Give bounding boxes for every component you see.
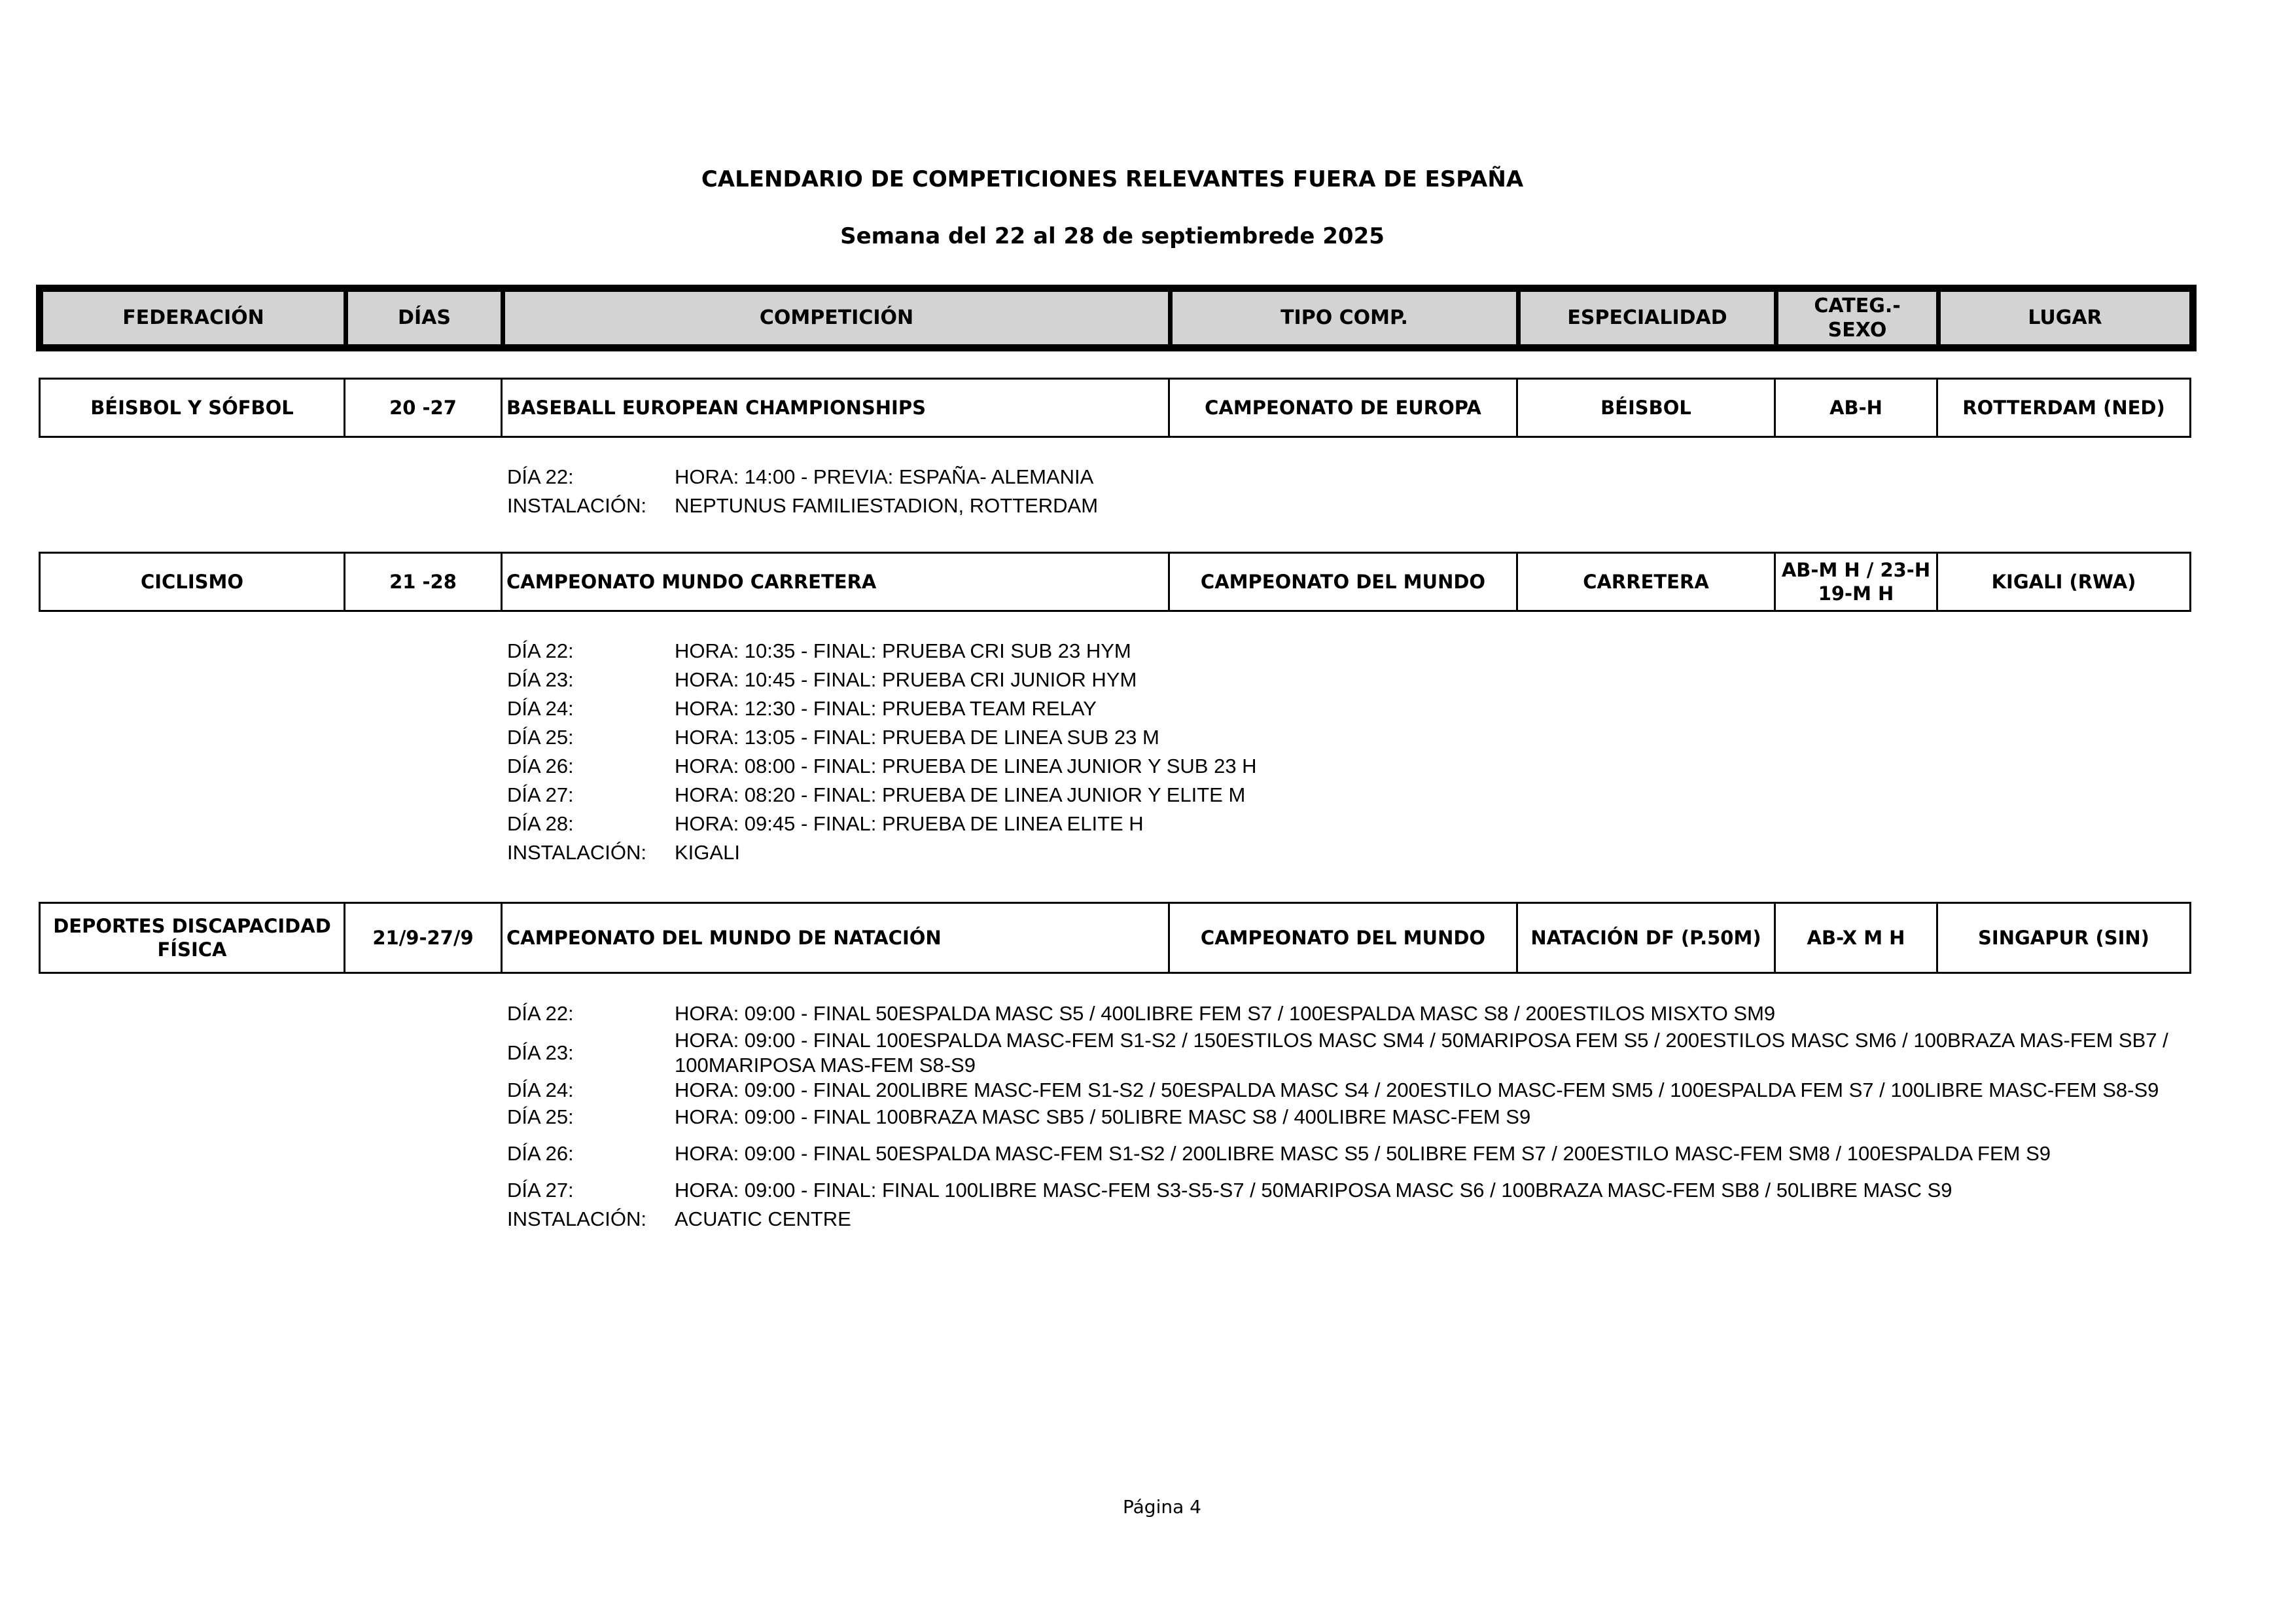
detail-text: HORA: 14:00 - PREVIA: ESPAÑA- ALEMANIA: [675, 465, 1094, 488]
header-competicion: COMPETICIÓN: [503, 290, 1171, 347]
federation-cell: CICLISMO: [40, 553, 345, 611]
detail-label: DÍA 24:: [507, 1079, 574, 1101]
detail-row: [507, 810, 2195, 838]
days-cell: 20 -27: [345, 379, 502, 437]
detail-text: NEPTUNUS FAMILIESTADION, ROTTERDAM: [675, 494, 1099, 517]
detail-row: [507, 694, 2195, 723]
place-cell: SINGAPUR (SIN): [1937, 903, 2191, 973]
detail-text: HORA: 10:45 - FINAL: PRUEBA CRI JUNIOR HYM: [675, 668, 1137, 691]
header-categ-sexo: CATEG.- SEXO: [1776, 290, 1939, 347]
detail-text: HORA: 09:00 - FINAL 200LIBRE MASC-FEM S1-S2 / 50ESPALDA MASC S4 / 200ESTILO MASC-FEM SM5 / 100ESPALDA FEM S7 / 100LIBRE MASC-FEM S8-S9: [675, 1079, 2159, 1101]
detail-row: [507, 1205, 2195, 1234]
detail-row: [507, 1139, 2195, 1168]
detail-label: DÍA 27:: [507, 783, 574, 806]
detail-label: DÍA 22:: [507, 639, 574, 662]
days-cell: 21 -28: [345, 553, 502, 611]
detail-row: [507, 781, 2195, 810]
detail-text: HORA: 13:05 - FINAL: PRUEBA DE LINEA SUB 23 M: [675, 726, 1159, 749]
detail-label: DÍA 27:: [507, 1179, 574, 1202]
detail-row: [507, 666, 2195, 694]
detail-row: [507, 491, 2195, 520]
detail-row: [507, 637, 2195, 666]
detail-label: DÍA 26:: [507, 755, 574, 777]
detail-label: DÍA 23:: [507, 1041, 574, 1064]
detail-text: HORA: 09:00 - FINAL 50ESPALDA MASC S5 / 400LIBRE FEM S7 / 100ESPALDA MASC S8 / 200ESTILOS MISXTO SM9: [675, 1002, 1776, 1025]
specialty-cell: CARRETERA: [1517, 553, 1775, 611]
header-especialidad: ESPECIALIDAD: [1519, 290, 1776, 347]
detail-text: ACUATIC CENTRE: [675, 1207, 851, 1230]
competition-row-ciclismo: [39, 552, 2191, 612]
category-cell: AB-H: [1775, 379, 1937, 437]
detail-label: DÍA 28:: [507, 812, 574, 835]
page-number: Página 4: [1123, 1496, 1201, 1518]
header-tipo-comp: TIPO COMP.: [1171, 290, 1519, 347]
detail-label: DÍA 22:: [507, 1002, 574, 1025]
detail-row: [507, 1028, 2195, 1078]
detail-label: DÍA 22:: [507, 465, 574, 488]
detail-text: HORA: 09:00 - FINAL: FINAL 100LIBRE MASC-FEM S3-S5-S7 / 50MARIPOSA MASC S6 / 100BRAZA MASC-FEM SB8 / 50LIBRE MASC S9: [675, 1179, 1952, 1202]
detail-row: [507, 463, 2195, 491]
competition-cell: CAMPEONATO DEL MUNDO DE NATACIÓN: [502, 903, 1169, 973]
detail-label: DÍA 26:: [507, 1142, 574, 1165]
header-federacion: FEDERACIÓN: [41, 290, 346, 347]
place-cell: KIGALI (RWA): [1937, 553, 2191, 611]
detail-label: DÍA 25:: [507, 726, 574, 749]
competition-cell: CAMPEONATO MUNDO CARRETERA: [502, 553, 1169, 611]
detail-text: HORA: 09:45 - FINAL: PRUEBA DE LINEA ELITE H: [675, 812, 1144, 835]
detail-row: [507, 1078, 2195, 1103]
detail-label: INSTALACIÓN:: [507, 1207, 647, 1230]
detail-text: HORA: 10:35 - FINAL: PRUEBA CRI SUB 23 HYM: [675, 639, 1131, 662]
detail-row: [507, 999, 2195, 1028]
page-subtitle: Semana del 22 al 28 de septiembrede 2025: [840, 223, 1385, 249]
days-cell: 21/9-27/9: [345, 903, 502, 973]
detail-row: [507, 752, 2195, 781]
detail-text: HORA: 09:00 - FINAL 100ESPALDA MASC-FEM S1-S2 / 150ESTILOS MASC SM4 / 50MARIPOSA FEM S5 / 200ESTILOS MASC SM6 / 100BRAZA MAS-FEM SB7 / 100MARIPOSA MAS-FEM S8-S9: [675, 1029, 2168, 1077]
type-cell: CAMPEONATO DEL MUNDO: [1169, 553, 1517, 611]
competition-row-beisbol: [39, 378, 2191, 438]
detail-text: HORA: 12:30 - FINAL: PRUEBA TEAM RELAY: [675, 697, 1097, 720]
detail-text: HORA: 09:00 - FINAL 100BRAZA MASC SB5 / 50LIBRE MASC S8 / 400LIBRE MASC-FEM S9: [675, 1105, 1531, 1128]
category-cell: AB-M H / 23-H 19-M H: [1775, 553, 1937, 611]
detail-label: DÍA 23:: [507, 668, 574, 691]
detail-label: DÍA 24:: [507, 697, 574, 720]
detail-label: DÍA 25:: [507, 1105, 574, 1128]
detail-row: [507, 838, 2195, 867]
details-ciclismo: [507, 637, 2195, 867]
federation-cell: DEPORTES DISCAPACIDAD FÍSICA: [40, 903, 345, 973]
place-cell: ROTTERDAM (NED): [1937, 379, 2191, 437]
federation-cell: BÉISBOL Y SÓFBOL: [40, 379, 345, 437]
page-title: CALENDARIO DE COMPETICIONES RELEVANTES FUERA DE ESPAÑA: [701, 166, 1524, 192]
detail-label: INSTALACIÓN:: [507, 841, 647, 864]
header-table: [39, 287, 2194, 349]
competition-cell: BASEBALL EUROPEAN CHAMPIONSHIPS: [502, 379, 1169, 437]
header-dias: DÍAS: [346, 290, 503, 347]
detail-row: [507, 723, 2195, 752]
detail-text: KIGALI: [675, 841, 740, 864]
specialty-cell: BÉISBOL: [1517, 379, 1775, 437]
type-cell: CAMPEONATO DEL MUNDO: [1169, 903, 1517, 973]
header-row: [41, 290, 2192, 347]
competition-row-deportes-discapacidad: [39, 902, 2191, 974]
detail-row: [507, 1103, 2195, 1132]
detail-label: INSTALACIÓN:: [507, 494, 647, 517]
category-cell: AB-X M H: [1775, 903, 1937, 973]
detail-text: HORA: 08:20 - FINAL: PRUEBA DE LINEA JUNIOR Y ELITE M: [675, 783, 1246, 806]
details-natacion: [507, 999, 2195, 1234]
header-lugar: LUGAR: [1939, 290, 2192, 347]
detail-text: HORA: 09:00 - FINAL 50ESPALDA MASC-FEM S1-S2 / 200LIBRE MASC S5 / 50LIBRE FEM S7 / 200ESTILO MASC-FEM SM8 / 100ESPALDA FEM S9: [675, 1142, 2051, 1165]
details-beisbol: [507, 463, 2195, 520]
specialty-cell: NATACIÓN DF (P.50M): [1517, 903, 1775, 973]
detail-text: HORA: 08:00 - FINAL: PRUEBA DE LINEA JUNIOR Y SUB 23 H: [675, 755, 1257, 777]
type-cell: CAMPEONATO DE EUROPA: [1169, 379, 1517, 437]
detail-row: [507, 1176, 2195, 1205]
